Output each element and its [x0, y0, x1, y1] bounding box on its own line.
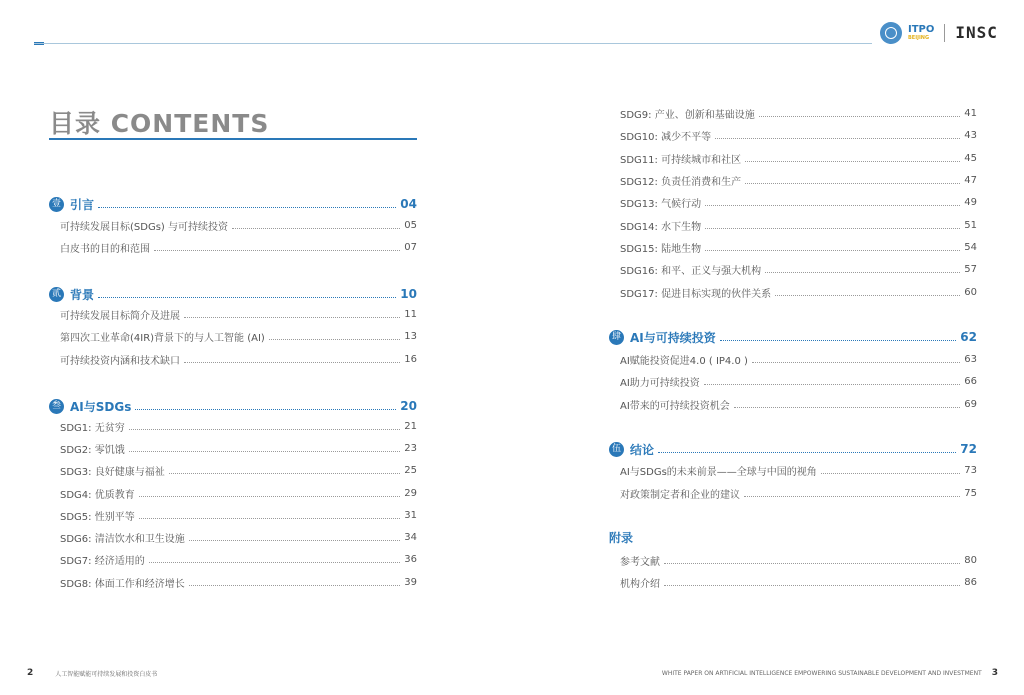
toc-entry[interactable]: [60, 351, 417, 367]
toc-entry-label: AI与可持续投资: [630, 330, 716, 345]
toc-entry-label: SDG14: 水下生物: [620, 221, 702, 233]
toc-page-number: 49: [964, 196, 977, 208]
footer-right-text: WHITE PAPER ON ARTIFICIAL INTELLIGENCE EMPOWERING SUSTAINABLE DEVELOPMENT AND INVESTMENT: [661, 669, 982, 677]
toc-entry-label: SDG15: 陆地生物: [620, 243, 702, 255]
dot-leader: [189, 585, 401, 586]
toc-page-number: 69: [964, 398, 977, 410]
dot-leader: [139, 496, 401, 497]
section-number-badge: 伍: [609, 442, 624, 457]
toc-page-number: 11: [404, 308, 417, 320]
section-number-badge: 贰: [49, 287, 64, 302]
dot-leader: [269, 339, 400, 340]
dot-leader: [129, 429, 401, 430]
toc-entry-label: SDG13: 气候行动: [620, 198, 702, 210]
footer-right: [662, 668, 998, 678]
toc-page-number: 57: [964, 263, 977, 275]
footer-left: [27, 668, 157, 678]
dot-leader: [232, 228, 400, 229]
toc-entry-label: 参考文献: [620, 556, 660, 568]
dot-leader: [129, 451, 401, 452]
toc-page-number: 73: [964, 464, 977, 476]
toc-page-number: 13: [404, 330, 417, 342]
toc-page-number: 25: [404, 464, 417, 476]
dot-leader: [189, 540, 401, 541]
toc-entry-label: SDG10: 减少不平等: [620, 131, 712, 143]
toc-entry-label: 对政策制定者和企业的建议: [620, 489, 740, 501]
toc-entry-label: 可持续发展目标(SDGs) 与可持续投资: [60, 221, 228, 233]
dot-leader: [135, 409, 396, 410]
toc-section-heading[interactable]: [49, 396, 417, 416]
toc-page-number: 41: [964, 107, 977, 119]
toc-entry-label: SDG5: 性别平等: [60, 511, 135, 523]
itpo-logo-subtext: BEIJING: [908, 35, 930, 41]
toc-page-number: 04: [400, 197, 417, 211]
dot-leader: [664, 563, 960, 564]
toc-page-number: 75: [964, 487, 977, 499]
toc-left-column: [51, 0, 417, 695]
toc-entry[interactable]: [60, 485, 417, 501]
toc-entry-label: 第四次工业革命(4IR)背景下的与人工智能 (AI): [60, 332, 265, 344]
toc-entry[interactable]: [60, 306, 417, 322]
dot-leader: [149, 562, 401, 563]
toc-page-number: 45: [964, 152, 977, 164]
toc-page-number: 63: [964, 353, 977, 365]
toc-page-number: 29: [404, 487, 417, 499]
toc-entry-label: SDG1: 无贫穷: [60, 422, 125, 434]
toc-entry-label: 结论: [630, 442, 655, 457]
toc-page-number: 07: [404, 241, 417, 253]
toc-entry[interactable]: [60, 551, 417, 567]
dot-leader: [98, 207, 396, 208]
dot-leader: [139, 518, 401, 519]
dot-leader: [184, 317, 400, 318]
appendix-heading[interactable]: 附录: [609, 531, 634, 545]
dot-leader: [154, 250, 400, 251]
section-number-badge: 壹: [49, 197, 64, 212]
toc-entry-label: 白皮书的目的和范围: [60, 243, 150, 255]
toc-entry-label: AI助力可持续投资: [620, 377, 700, 389]
section-number-badge: 叁: [49, 399, 64, 414]
toc-page-number: 60: [964, 286, 977, 298]
toc-page-number: 43: [964, 129, 977, 141]
toc-entry-label: 可持续投资内涵和技术缺口: [60, 355, 180, 367]
toc-entry-label: SDG16: 和平、正义与强大机构: [620, 265, 762, 277]
footer-left-text: 人工智能赋能可持续发展和投资白皮书: [55, 670, 158, 678]
toc-entry-label: AI与SDGs的未来前景——全球与中国的视角: [620, 466, 817, 478]
toc-page-number: 20: [400, 399, 417, 413]
toc-entry[interactable]: [620, 574, 977, 590]
toc-page-number: 23: [404, 442, 417, 454]
toc-entry-label: SDG8: 体面工作和经济增长: [60, 578, 185, 590]
toc-page-number: 47: [964, 174, 977, 186]
toc-entry[interactable]: [60, 239, 417, 255]
toc-entry[interactable]: [60, 328, 417, 344]
toc-page-number: 36: [404, 553, 417, 565]
toc-entry-label: SDG12: 负责任消费和生产: [620, 176, 742, 188]
toc-page-number: 72: [960, 442, 977, 456]
left-page-number: 2: [27, 668, 34, 678]
right-page-number: 3: [991, 668, 998, 678]
toc-entry[interactable]: [60, 418, 417, 434]
toc-entry-label: SDG9: 产业、创新和基础设施: [620, 109, 755, 121]
toc-entry[interactable]: [60, 217, 417, 233]
toc-section-heading[interactable]: [49, 194, 417, 214]
toc-page-number: 16: [404, 353, 417, 365]
toc-entry-label: SDG11: 可持续城市和社区: [620, 154, 742, 166]
toc-entry-label: SDG6: 清洁饮水和卫生设施: [60, 533, 185, 545]
itpo-logo-text: ITPO: [908, 24, 935, 35]
toc-page-number: 66: [964, 375, 977, 387]
insc-logo-text: INSC: [955, 23, 998, 42]
toc-entry-label: AI带来的可持续投资机会: [620, 400, 730, 412]
toc-page-number: 31: [404, 509, 417, 521]
toc-section-heading[interactable]: [49, 284, 417, 304]
toc-entry-label: AI与SDGs: [70, 399, 132, 414]
toc-entry-label: 引言: [70, 197, 95, 212]
dot-leader: [169, 473, 401, 474]
page-title: 目录 CONTENTS: [49, 109, 270, 138]
toc-page-number: 10: [400, 287, 417, 301]
toc-page-number: 86: [964, 576, 977, 588]
toc-entry-label: SDG7: 经济适用的: [60, 555, 145, 567]
toc-page-number: 51: [964, 219, 977, 231]
toc-entry[interactable]: [620, 552, 977, 568]
toc-page-number: 80: [964, 554, 977, 566]
toc-page-number: 34: [404, 531, 417, 543]
toc-entry[interactable]: [60, 440, 417, 456]
appendix-list: [620, 0, 977, 695]
toc-page-number: 39: [404, 576, 417, 588]
toc-entry-label: SDG3: 良好健康与福祉: [60, 466, 165, 478]
section-number-badge: 肆: [609, 330, 624, 345]
dot-leader: [184, 362, 400, 363]
toc-entry[interactable]: [60, 574, 417, 590]
toc-entry[interactable]: [60, 529, 417, 545]
toc-entry-label: SDG17: 促进目标实现的伙伴关系: [620, 288, 772, 300]
toc-page-number: 05: [404, 219, 417, 231]
toc-entry[interactable]: [60, 507, 417, 523]
toc-entry-label: 可持续发展目标简介及进展: [60, 310, 180, 322]
dot-leader: [664, 585, 960, 586]
toc-page-number: 62: [960, 330, 977, 344]
toc-entry-label: 机构介绍: [620, 578, 660, 590]
dot-leader: [98, 297, 396, 298]
toc-entry-label: SDG4: 优质教育: [60, 489, 135, 501]
toc-page-number: 21: [404, 420, 417, 432]
toc-entry-label: SDG2: 零饥饿: [60, 444, 125, 456]
toc-entry-label: 背景: [70, 287, 95, 302]
toc-entry-label: AI赋能投资促进4.0 ( IP4.0 ): [620, 355, 748, 367]
toc-page-number: 54: [964, 241, 977, 253]
toc-entry[interactable]: [60, 462, 417, 478]
